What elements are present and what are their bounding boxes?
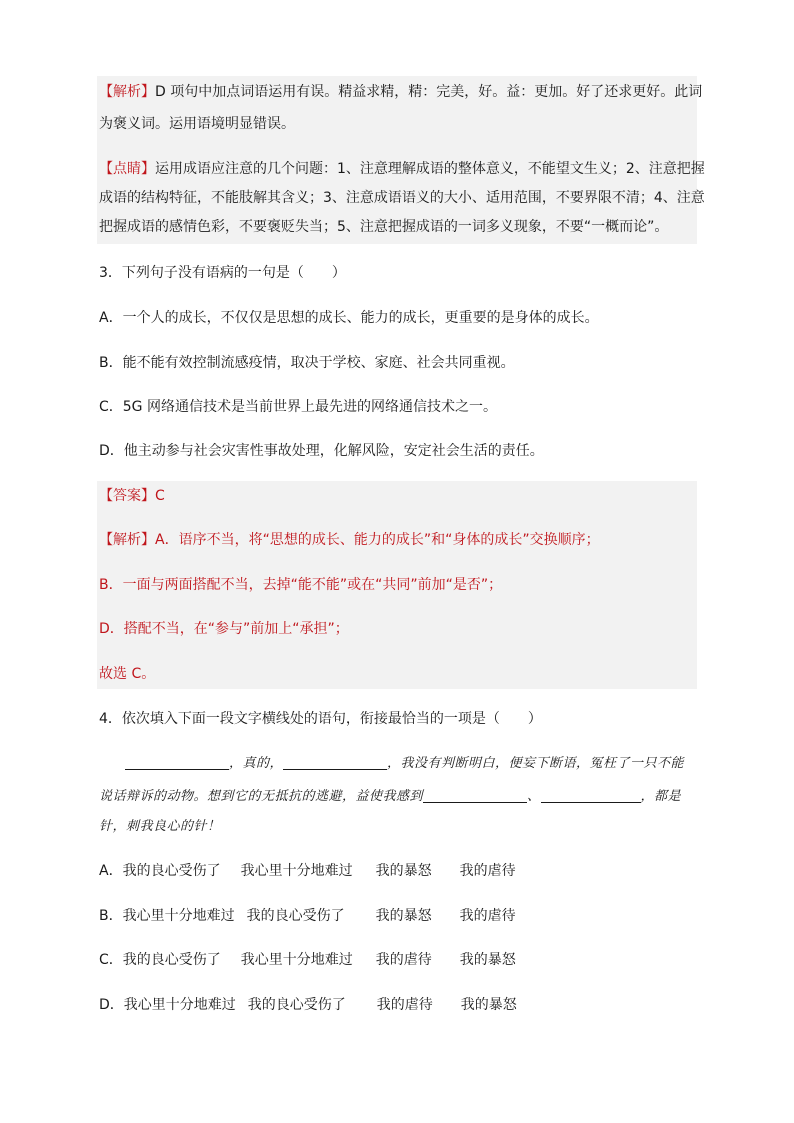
option-clause-4: 我的虐待 [459,863,516,879]
question-4-option-b [99,905,516,927]
tip-text: 成语的结构特征，不能肢解其含义；3、注意成语语义的大小、适用范围，不要界限不清；4、注意 [99,190,705,206]
passage-text: 针，刺我良心的针！ [99,819,221,834]
question-4-option-c [99,949,516,971]
fill-blank-2 [283,755,387,770]
question-3-option-c: C．5G 网络通信技术是当前世界上最先进的网络通信技术之一。 [99,399,497,415]
question-4-option-d [99,994,517,1016]
tip-line-3 [99,216,668,238]
option-clause-1: 我的良心受伤了 [122,952,221,968]
option-clause-3: 我的暴怒 [375,863,432,879]
option-clause-3: 我的暴怒 [375,908,432,924]
passage-text: 、 [527,789,541,804]
tip-line-2 [99,187,705,209]
analysis-d-line: D．搭配不当，在“参与”前加上“承担”； [99,621,349,637]
question-4-option-a [99,860,516,882]
passage-text: 说话辩诉的动物。想到它的无抵抗的逃避，益使我感到 [99,789,424,804]
analysis-block-q2 [97,76,705,244]
analysis-line-1 [99,81,702,103]
option-clause-2: 我的良心受伤了 [246,908,345,924]
option-letter: B． [99,908,123,924]
option-clause-2: 我心里十分地难过 [240,863,353,879]
tip-text: 运用成语应注意的几个问题：1、注意理解成语的整体意义，不能望文生义；2、注意把握 [155,161,705,177]
analysis-label: 【解析】 [99,532,155,548]
passage-line-1 [125,753,684,775]
analysis-b-line: B．一面与两面搭配不当，去掉“能不能”或在“共同”前加“是否”； [99,577,503,593]
analysis-a-text: A．语序不当，将“思想的成长、能力的成长”和“身体的成长”交换顺序； [155,532,600,548]
fill-blank-3 [423,788,527,803]
tip-line-1 [99,158,705,180]
option-letter: D． [99,997,124,1013]
analysis-text: D 项句中加点词语运用有误。精益求精，精：完美，好。益：更加。好了还求更好。此词 [155,84,703,100]
passage-text: ，都是 [640,789,682,804]
option-clause-1: 我心里十分地难过 [123,997,236,1013]
passage-line-2 [99,786,681,808]
option-clause-4: 我的虐待 [459,908,516,924]
option-letter: C． [99,952,123,968]
conclusion-line: 故选 C。 [99,666,156,682]
question-3-stem: 3．下列句子没有语病的一句是（ ） [99,265,346,281]
fill-blank-1 [125,755,229,770]
option-clause-4: 我的暴怒 [459,952,516,968]
option-letter: A． [99,863,123,879]
option-clause-1: 我的良心受伤了 [122,863,221,879]
answer-label: 【答案】 [99,488,155,504]
tip-text: 把握成语的感情色彩，不要褒贬失当；5、注意把握成语的一词多义现象，不要“一概而论”。 [99,219,669,235]
option-clause-3: 我的虐待 [376,997,433,1013]
question-4-stem: 4．依次填入下面一段文字横线处的语句，衔接最恰当的一项是（ ） [99,711,542,727]
analysis-text: 为褒义词。运用语境明显错误。 [99,116,295,132]
passage-text: ，我没有判断明白，便妄下断语，冤枉了一只不能 [387,756,685,771]
passage-text: ，真的， [229,756,284,771]
option-clause-3: 我的虐待 [375,952,432,968]
fill-blank-4 [541,788,641,803]
analysis-a-line [99,529,600,551]
question-3-option-b: B．能不能有效控制流感疫情，取决于学校、家庭、社会共同重视。 [99,355,515,371]
option-clause-1: 我心里十分地难过 [122,908,235,924]
option-clause-2: 我的良心受伤了 [247,997,346,1013]
answer-line [99,485,165,507]
answer-value: C [155,488,165,504]
question-3-option-d: D．他主动参与社会灾害性事故处理，化解风险，安定社会生活的责任。 [99,443,544,459]
analysis-label: 【解析】 [99,84,155,100]
passage-line-3 [99,816,221,838]
analysis-line-2 [99,113,295,135]
answer-block-q3 [97,481,697,689]
tip-label: 【点睛】 [99,161,155,177]
option-clause-4: 我的暴怒 [460,997,517,1013]
option-clause-2: 我心里十分地难过 [240,952,353,968]
question-3-option-a: A．一个人的成长，不仅仅是思想的成长、能力的成长，更重要的是身体的成长。 [99,310,599,326]
